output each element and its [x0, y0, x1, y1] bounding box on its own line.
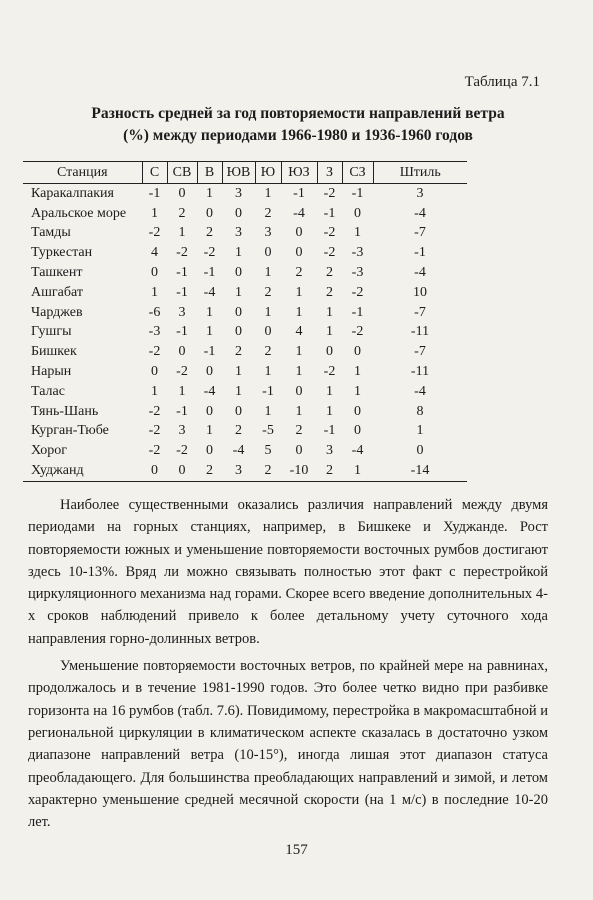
value-cell: -1: [414, 245, 426, 261]
table-row: [23, 263, 467, 283]
value-cell: 1: [235, 364, 242, 380]
column-header-station: Станция: [23, 162, 142, 184]
value-cell: 0: [235, 265, 242, 281]
value-cell: 0: [235, 403, 242, 419]
column-header: В: [197, 162, 222, 184]
value-cell: 1: [295, 364, 303, 380]
value-cell: -1: [351, 304, 364, 320]
value-cell: 2: [206, 225, 213, 241]
value-cell: -4: [351, 443, 364, 459]
paragraph: Наиболее существенными оказались различия направлений между двумя периодами на горных станциях, например, в Бишкеке и Худжанде. Рост повторяемости южных и уменьшение повторяемости восточных румбов достигают здесь 10-13%. Вряд ли можно связывать полностью этот факт с перестройкой циркуляционного механизма над горами. Скорее всего введение дополнительных 4-х сроков наблюдений привело к более детальному учету суточного хода направления горно-долинных ветров.: [28, 497, 548, 647]
table-header-row: [23, 162, 467, 184]
value-cell: 1: [354, 383, 361, 399]
value-cell: 2: [235, 423, 242, 439]
value-cell: 0: [264, 324, 272, 340]
value-cell: -1: [148, 185, 161, 201]
value-cell: -2: [176, 364, 188, 380]
table-row: [23, 362, 467, 382]
value-cell: -2: [176, 245, 188, 261]
value-cell: 1: [326, 403, 333, 419]
value-cell: 1: [326, 383, 333, 399]
value-cell: 0: [178, 344, 186, 360]
value-cell: 1: [206, 324, 213, 340]
value-cell: 1: [354, 225, 361, 241]
value-cell: 0: [326, 344, 333, 360]
value-cell: 1: [326, 304, 333, 320]
column-header: ЮВ: [222, 162, 255, 184]
value-cell: 1: [354, 364, 361, 380]
value-cell: 1: [295, 284, 303, 300]
column-header: ЮЗ: [281, 162, 317, 184]
value-cell: -2: [148, 344, 161, 360]
value-cell: 0: [235, 324, 242, 340]
column-header: Ю: [255, 162, 281, 184]
value-cell: 0: [206, 403, 213, 419]
value-cell: 2: [326, 284, 333, 300]
station-name-cell: Тянь-Шань: [31, 403, 99, 419]
value-cell: -2: [351, 324, 364, 340]
page-number: 157: [285, 842, 308, 858]
value-cell: -2: [323, 225, 336, 241]
table-row: [23, 224, 467, 244]
station-name-cell: Бишкек: [31, 344, 77, 360]
station-name-cell: Талас: [31, 383, 65, 399]
value-cell: 1: [264, 304, 272, 320]
value-cell: 1: [235, 245, 242, 261]
value-cell: -3: [351, 265, 364, 281]
value-cell: 1: [264, 403, 272, 419]
value-cell: 3: [416, 185, 424, 201]
value-cell: 0: [151, 364, 158, 380]
value-cell: 1: [206, 304, 213, 320]
value-cell: -4: [203, 383, 216, 399]
table-row: [23, 342, 467, 362]
value-cell: -1: [176, 265, 188, 281]
value-cell: 1: [206, 185, 213, 201]
value-cell: -1: [323, 205, 336, 221]
table-row: [23, 184, 467, 204]
value-cell: 2: [264, 344, 272, 360]
value-cell: 3: [326, 443, 333, 459]
value-cell: -4: [232, 443, 245, 459]
value-cell: -1: [203, 265, 216, 281]
value-cell: 1: [326, 324, 333, 340]
body-text: [28, 494, 548, 833]
station-name-cell: Ташкент: [31, 265, 83, 281]
value-cell: -2: [148, 423, 161, 439]
value-cell: 0: [206, 205, 213, 221]
value-cell: -2: [203, 245, 216, 261]
table-row: [23, 303, 467, 323]
value-cell: 0: [178, 185, 186, 201]
value-cell: -1: [176, 284, 188, 300]
value-cell: -4: [414, 205, 426, 221]
value-cell: 2: [326, 265, 333, 281]
value-cell: -10: [281, 461, 317, 481]
value-cell: 4: [295, 324, 303, 340]
wind-direction-table: [23, 161, 467, 482]
value-cell: 0: [354, 403, 361, 419]
station-name-cell: Худжанд: [23, 461, 142, 481]
value-cell: 5: [264, 443, 272, 459]
value-cell: 1: [295, 304, 303, 320]
table-row: [23, 323, 467, 343]
value-cell: 0: [151, 265, 158, 281]
value-cell: -1: [176, 324, 188, 340]
value-cell: -2: [148, 225, 161, 241]
value-cell: 2: [295, 265, 303, 281]
value-cell: 0: [354, 344, 361, 360]
station-name-cell: Гушгы: [31, 324, 72, 340]
value-cell: 3: [235, 225, 242, 241]
caption-line-1: Разность средней за год повторяемости направлений ветра: [91, 105, 505, 122]
table-row: [23, 402, 467, 422]
value-cell: -7: [414, 225, 426, 241]
value-cell: -1: [176, 403, 188, 419]
value-cell: -1: [203, 344, 216, 360]
table-row: [23, 461, 467, 481]
value-cell: -2: [323, 245, 336, 261]
column-header: СВ: [167, 162, 197, 184]
value-cell: -2: [148, 403, 161, 419]
value-cell: 1: [264, 265, 272, 281]
value-cell: 2: [197, 461, 222, 481]
value-cell: 0: [354, 205, 361, 221]
value-cell: 1: [178, 383, 186, 399]
value-cell: 1: [151, 383, 158, 399]
caption-line-2: (%) между периодами 1966-1980 и 1936-1960 годов: [123, 127, 473, 144]
value-cell: -3: [351, 245, 364, 261]
table-row: [23, 243, 467, 263]
value-cell: 2: [264, 284, 272, 300]
value-cell: -6: [148, 304, 161, 320]
value-cell: 0: [295, 443, 303, 459]
station-name-cell: Аральское море: [31, 205, 127, 221]
station-name-cell: Туркестан: [31, 245, 93, 261]
value-cell: 2: [317, 461, 342, 481]
value-cell: 4: [151, 245, 158, 261]
station-name-cell: Чарджев: [31, 304, 83, 320]
column-header: С: [142, 162, 167, 184]
table-row: [23, 204, 467, 224]
table-row: [23, 441, 467, 461]
value-cell: 0: [142, 461, 167, 481]
value-cell: -4: [414, 383, 426, 399]
value-cell: 3: [178, 304, 186, 320]
table-caption: [24, 103, 572, 147]
value-cell: -5: [262, 423, 274, 439]
column-header: З: [317, 162, 342, 184]
value-cell: -7: [414, 344, 426, 360]
value-cell: 0: [206, 364, 213, 380]
value-cell: -4: [414, 265, 426, 281]
value-cell: 1: [416, 423, 424, 439]
value-cell: -7: [414, 304, 426, 320]
value-cell: 0: [295, 245, 303, 261]
value-cell: 0: [206, 443, 213, 459]
value-cell: -14: [373, 461, 467, 481]
paragraph: Уменьшение повторяемости восточных ветров, по крайней мере на равнинах, продолжалось и в течение 1981-1990 годов. Это более четко видно при разбивке горизонта на 16 румбов (табл. 7.6). Повидимому, перестройка в макромасштабной и региональной циркуляции в климатическом аспекте сказалась в достаточно узком диапазоне направлений ветра (10-15°), иногда лишая этот диапазон статуса преобладающего. Для большинства преобладающих направлений и зимой, и летом характерно уменьшение средней месячной скорости (на 1 м/с) в последние 10-20 лет.: [28, 658, 548, 831]
table-row: [23, 382, 467, 402]
table-number: Таблица 7.1: [464, 74, 540, 90]
value-cell: 0: [354, 423, 361, 439]
value-cell: 0: [416, 443, 424, 459]
value-cell: 8: [416, 403, 424, 419]
value-cell: -1: [293, 185, 305, 201]
column-header: Штиль: [373, 162, 467, 184]
value-cell: 1: [151, 205, 158, 221]
value-cell: 10: [413, 284, 427, 300]
value-cell: -11: [410, 364, 430, 380]
value-cell: 2: [255, 461, 281, 481]
value-cell: 1: [206, 423, 213, 439]
value-cell: -2: [148, 443, 161, 459]
value-cell: 2: [295, 423, 303, 439]
value-cell: 2: [264, 205, 272, 221]
value-cell: 0: [295, 383, 303, 399]
value-cell: -1: [262, 383, 274, 399]
value-cell: -4: [203, 284, 216, 300]
table-row: [23, 422, 467, 442]
value-cell: -4: [293, 205, 305, 221]
value-cell: -2: [323, 364, 336, 380]
station-name-cell: Каракалпакия: [31, 185, 114, 201]
value-cell: -1: [323, 423, 336, 439]
value-cell: 1: [151, 284, 158, 300]
value-cell: 1: [264, 185, 272, 201]
value-cell: 1: [178, 225, 186, 241]
station-name-cell: Ашгабат: [31, 284, 83, 300]
value-cell: 3: [264, 225, 272, 241]
station-name-cell: Тамды: [31, 225, 71, 241]
value-cell: -2: [323, 185, 336, 201]
value-cell: -2: [351, 284, 364, 300]
value-cell: 2: [235, 344, 242, 360]
value-cell: 0: [295, 225, 303, 241]
table-row: [23, 283, 467, 303]
value-cell: 1: [235, 284, 242, 300]
value-cell: -3: [148, 324, 161, 340]
value-cell: -1: [351, 185, 364, 201]
value-cell: 3: [222, 461, 255, 481]
value-cell: 1: [264, 364, 272, 380]
station-name-cell: Хорог: [31, 443, 67, 459]
value-cell: 0: [235, 205, 242, 221]
value-cell: -2: [176, 443, 188, 459]
value-cell: 0: [264, 245, 272, 261]
value-cell: 1: [342, 461, 373, 481]
value-cell: 1: [295, 403, 303, 419]
value-cell: 1: [235, 383, 242, 399]
value-cell: 3: [178, 423, 186, 439]
table-body: [23, 184, 467, 482]
value-cell: 2: [178, 205, 186, 221]
station-name-cell: Курган-Тюбе: [31, 423, 109, 439]
value-cell: 0: [167, 461, 197, 481]
value-cell: -11: [410, 324, 430, 340]
station-name-cell: Нарын: [31, 364, 72, 380]
column-header: СЗ: [342, 162, 373, 184]
value-cell: 1: [295, 344, 303, 360]
value-cell: 3: [235, 185, 242, 201]
value-cell: 0: [235, 304, 242, 320]
